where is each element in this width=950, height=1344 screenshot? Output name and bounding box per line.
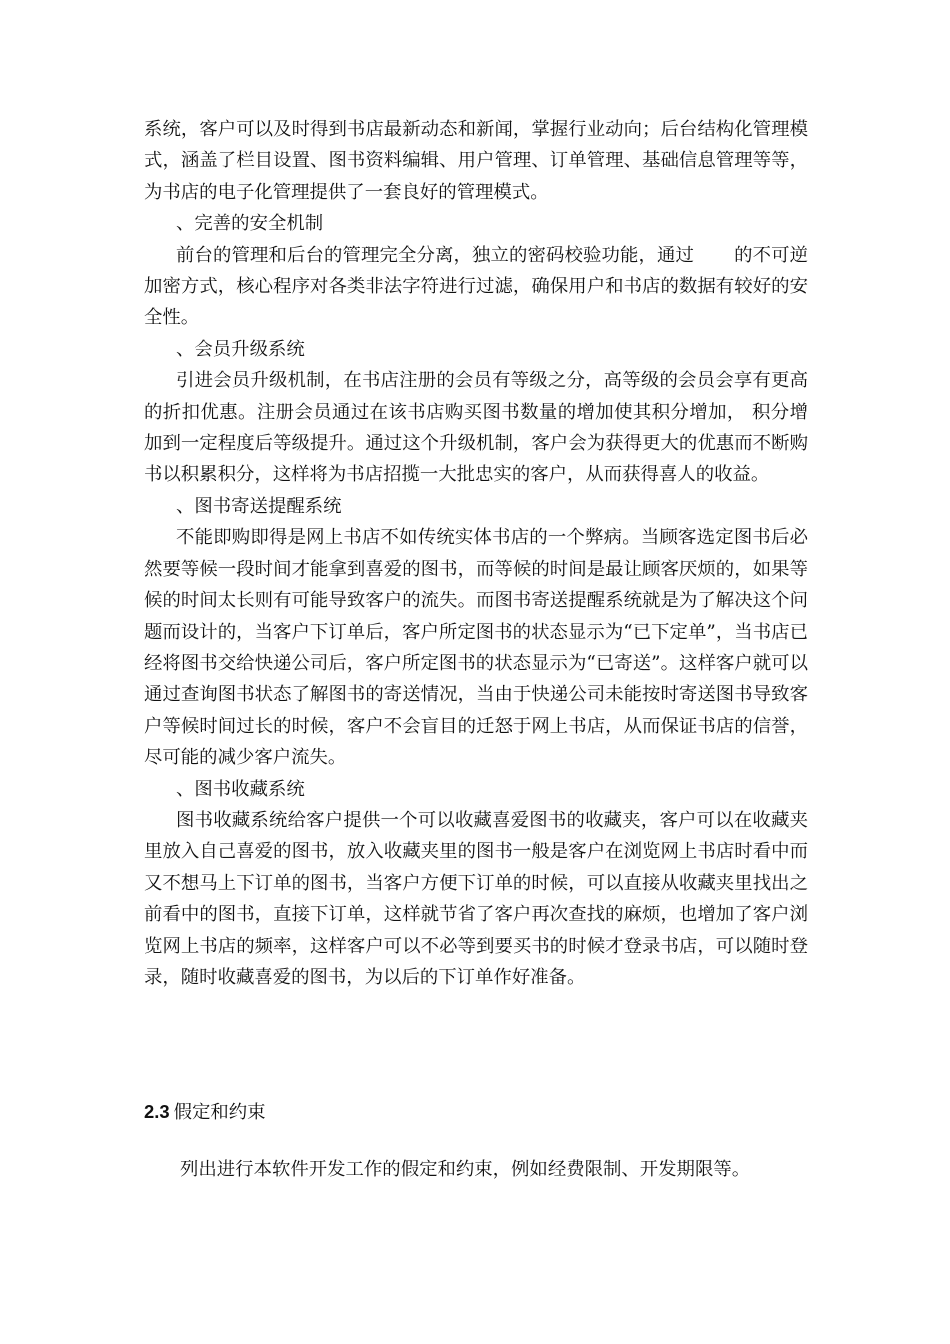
- section-item-security: 、完善的安全机制: [176, 213, 324, 235]
- section-title: 假定和约束: [173, 1102, 266, 1123]
- paragraph-assumptions: 列出进行本软件开发工作的假定和约束，例如经费限制、开发期限等。: [180, 1159, 751, 1180]
- paragraph-favorites: 图书收藏系统给客户提供一个可以收藏喜爱图书的收藏夹，客户可以在收藏夹里放入自己喜爱的图书，放入收藏夹里的图书一般是客户在浏览网上书店时看中而又不想马上下订单的图书，当客户方便下订单的时候，可以直接从收藏夹里找出之前看中的图书，直接下订单，这样就节省了客户再次查找的麻烦，也增加了客户浏览网上书店的频率，这样客户可以不必等到要买书的时候才登录书店，可以随时登录，随时收藏喜爱的图书，为以后的下订单作好准备。: [144, 809, 808, 988]
- section-item-membership: 、会员升级系统: [176, 338, 305, 360]
- paragraph-membership: 引进会员升级机制，在书店注册的会员有等级之分，高等级的会员会享有更高的折扣优惠。注册会员通过在该书店购买图书数量的增加使其积分增加， 积分增加到一定程度后等级提升。通过这个升级机制，客户会为获得更大的优惠而不断购书以积累积分，这样将为书店招揽一大批忠实的客户，从而获得喜人的收益。: [144, 370, 808, 486]
- paragraph-security: [144, 240, 808, 334]
- paragraph-delivery-reminder: 不能即购即得是网上书店不如传统实体书店的一个弊病。当顾客选定图书后必然要等候一段时间才能拿到喜爱的图书，而等候的时间是最让顾客厌烦的，如果等候的时间太长则有可能导致客户的流失。而图书寄送提醒系统就是为了解决这个问题而设计的，当客户下订单后，客户所定图书的状态显示为“已下定单”，当书店已经将图书交给快递公司后，客户所定图书的状态显示为“已寄送”。这样客户就可以通过查询图书状态了解图书的寄送情况，当由于快递公司未能按时寄送图书导致客户等候时间过长的时候，客户不会盲目的迁怒于网上书店，从而保证书店的信誉，尽可能的减少客户流失。: [144, 527, 808, 769]
- paragraph-security-part2: 的不可逆加密方式，核心程序对各类非法字符进行过滤，确保用户和书店的数据有较好的安全性。: [144, 244, 808, 329]
- body-text: [144, 114, 808, 993]
- section-item-favorites: 、图书收藏系统: [176, 778, 305, 800]
- paragraph-intro: 系统，客户可以及时得到书店最新动态和新闻，掌握行业动向；后台结构化管理模式，涵盖了栏目设置、图书资料编辑、用户管理、订单管理、基础信息管理等等，为书店的电子化管理提供了一套良好的管理模式。: [144, 119, 808, 203]
- section-heading: [144, 1097, 266, 1128]
- section-number: 2.3: [144, 1101, 170, 1122]
- section-item-delivery-reminder: 、图书寄送提醒系统: [176, 495, 342, 517]
- paragraph-security-part1: 前台的管理和后台的管理完全分离，独立的密码校验功能，通过: [176, 244, 694, 266]
